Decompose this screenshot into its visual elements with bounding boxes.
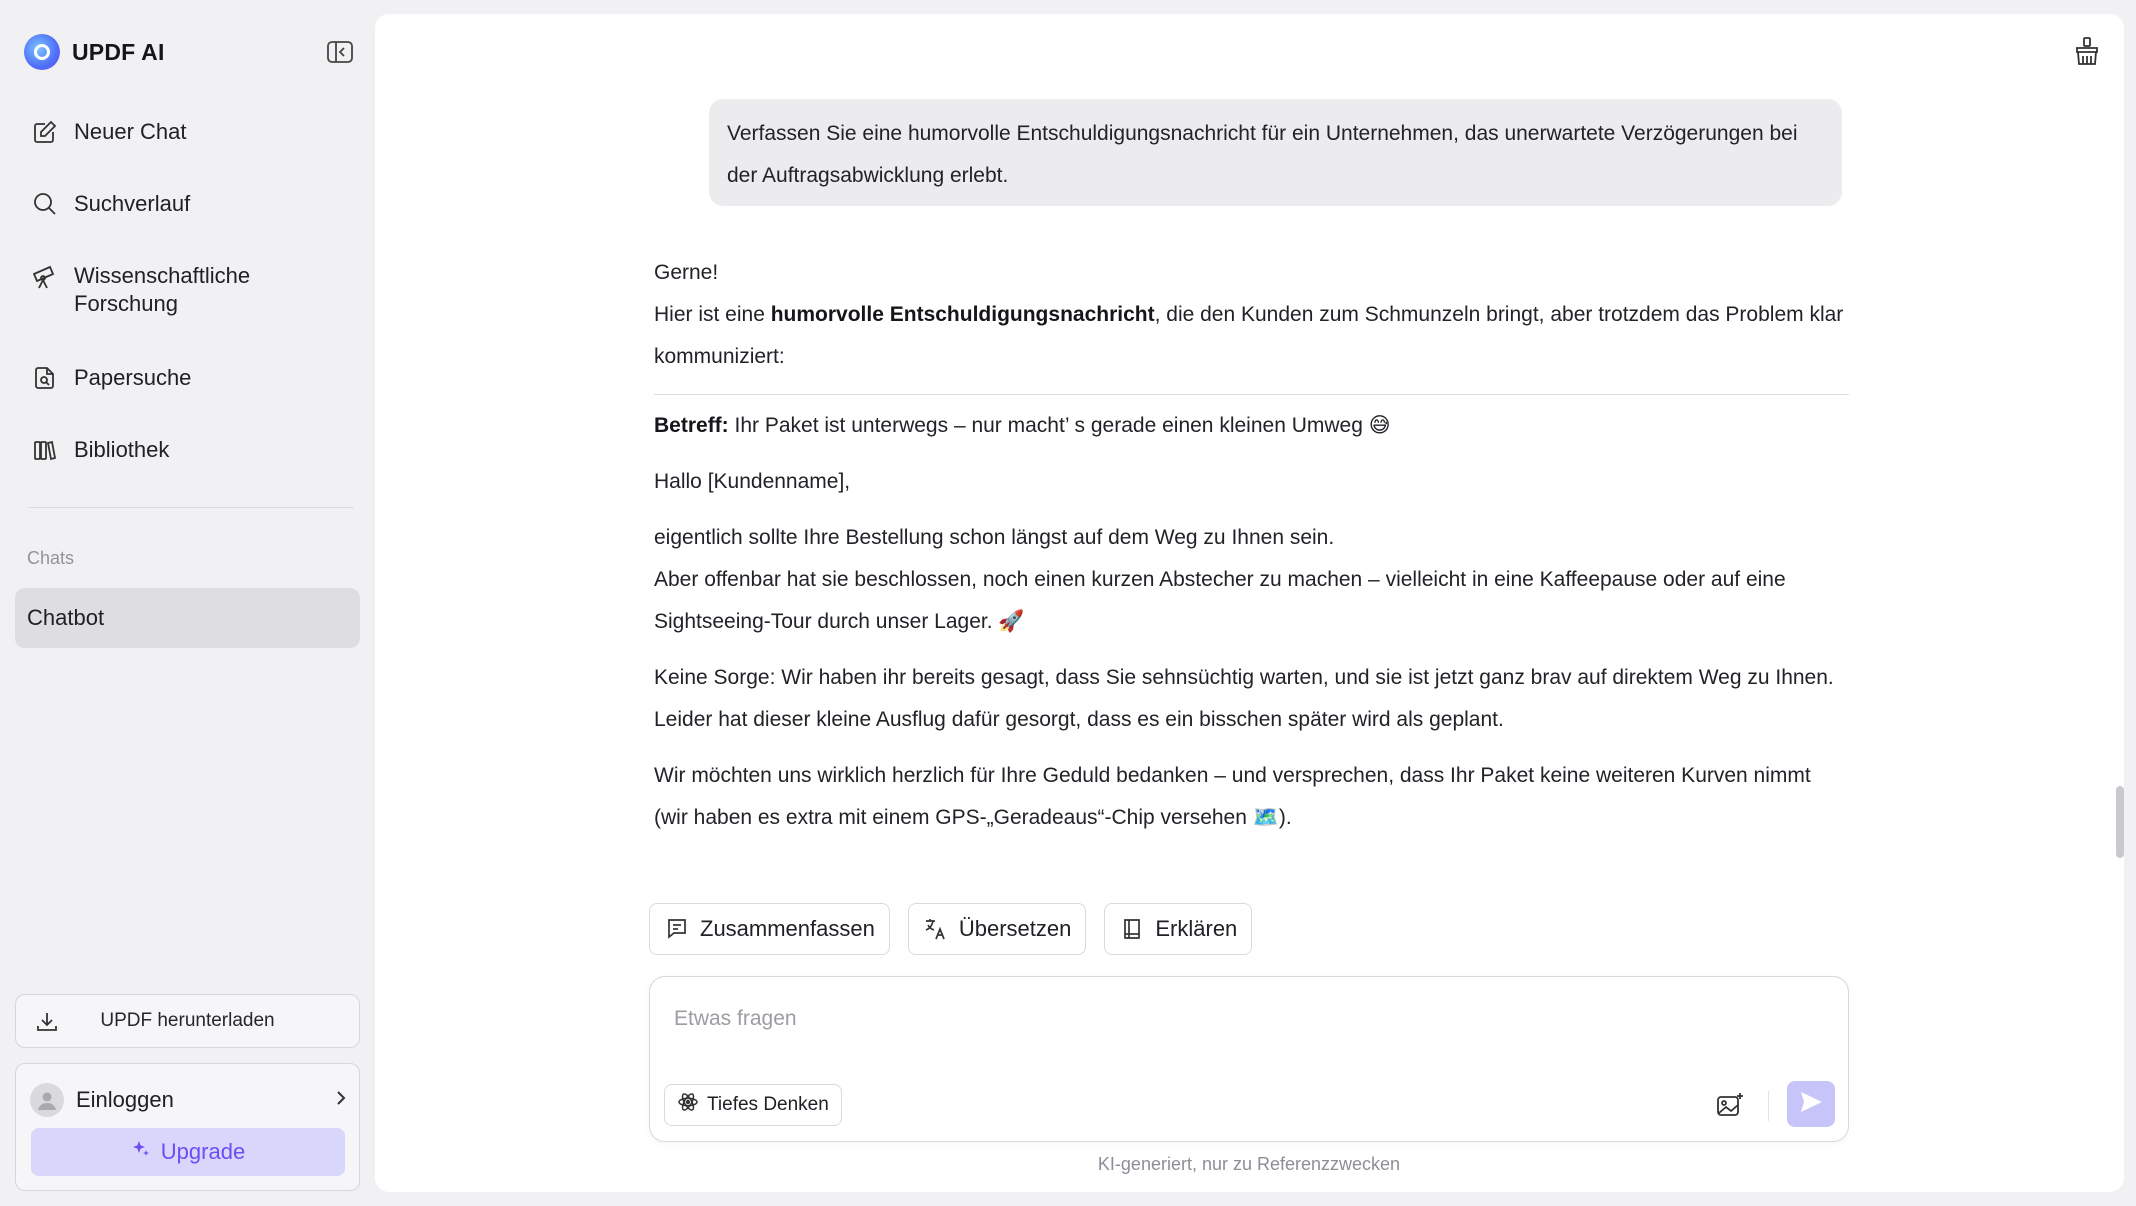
library-icon xyxy=(30,435,60,465)
user-message: Verfassen Sie eine humorvolle Entschuldigungsnachricht für ein Unternehmen, das unerwartete Verzögerungen bei der Auftragsabwicklung erlebt. xyxy=(709,99,1842,206)
image-upload-icon[interactable] xyxy=(1712,1087,1748,1123)
new-chat-icon xyxy=(30,117,60,147)
sidebar-item-new-chat[interactable] xyxy=(14,114,203,147)
brand-name: UPDF AI xyxy=(72,38,165,65)
answer-fade xyxy=(654,834,1849,894)
chat-item-chatbot[interactable]: Chatbot xyxy=(15,588,360,648)
answer-paragraph-1: eigentlich sollte Ihre Bestellung schon längst auf dem Weg zu Ihnen sein. Aber offenbar hat sie beschlossen, noch einen kurzen Abstecher zu machen – vielleicht in eine Kaffeepause oder auf eine Sightseeing-Tour durch unser Lager. 🚀 xyxy=(654,526,1786,633)
answer-greeting: Gerne! xyxy=(654,261,719,284)
download-icon xyxy=(32,1007,62,1037)
answer-paragraph-3: Wir möchten uns wirklich herzlich für Ihre Geduld bedanken – und versprechen, dass Ihr Paket keine weiteren Kurven nimmt (wir haben es extra mit einem GPS-„Geradeaus“-Chip versehen 🗺️). xyxy=(654,764,1811,829)
send-button[interactable] xyxy=(1787,1081,1835,1127)
sidebar xyxy=(0,0,374,1206)
login-label: Einloggen xyxy=(76,1087,174,1112)
chat-panel xyxy=(375,14,2124,1192)
answer-intro: Hier ist eine humorvolle Entschuldigungsnachricht, die den Kunden zum Schmunzeln bringt, aber trotzdem das Problem klar kommuniziert: xyxy=(654,303,1844,368)
sidebar-item-search-history[interactable] xyxy=(14,186,206,219)
search-icon xyxy=(30,189,60,219)
chat-input[interactable] xyxy=(674,999,1774,1039)
sidebar-collapse-icon[interactable] xyxy=(325,38,355,66)
summarize-label: Zusammenfassen xyxy=(700,916,875,941)
upgrade-button[interactable] xyxy=(31,1128,345,1176)
clear-chat-icon[interactable] xyxy=(2070,34,2104,68)
summarize-button[interactable] xyxy=(649,903,890,955)
sidebar-item-library[interactable] xyxy=(14,432,185,465)
download-updf-button[interactable] xyxy=(15,994,360,1048)
explain-button[interactable] xyxy=(1104,903,1252,955)
chevron-right-icon xyxy=(334,1089,348,1112)
summarize-icon xyxy=(664,916,690,942)
scrollbar-thumb[interactable] xyxy=(2116,786,2124,858)
answer-paragraph-2: Keine Sorge: Wir haben ihr bereits gesagt, dass Sie sehnsüchtig warten, und sie ist jetzt ganz brav auf direktem Weg zu Ihnen. Leider hat dieser kleine Ausflug dafür gesorgt, dass es ein bisschen später wird als geplant. xyxy=(654,666,1834,731)
translate-icon xyxy=(923,916,949,942)
translate-button[interactable] xyxy=(908,903,1087,955)
explain-label: Erklären xyxy=(1155,916,1238,941)
sidebar-item-label: Bibliothek xyxy=(74,437,170,462)
sidebar-item-label: Neuer Chat xyxy=(74,119,187,144)
answer-salutation: Hallo [Kundenname], xyxy=(654,470,851,493)
translate-label: Übersetzen xyxy=(958,916,1072,941)
chats-heading: Chats xyxy=(27,548,75,568)
answer-divider xyxy=(654,394,1849,395)
download-label: UPDF herunterladen xyxy=(100,1010,275,1031)
sparkle-icon xyxy=(131,1139,151,1165)
upgrade-label: Upgrade xyxy=(160,1139,246,1164)
quick-actions xyxy=(649,903,1252,955)
deep-think-label: Tiefes Denken xyxy=(707,1094,829,1115)
paper-search-icon xyxy=(30,363,60,393)
composer xyxy=(649,976,1849,1142)
account-card xyxy=(15,1063,360,1191)
sidebar-item-paper-search[interactable] xyxy=(14,360,207,393)
brand[interactable] xyxy=(24,34,165,70)
ai-disclaimer: KI-generiert, nur zu Referenzzwecken xyxy=(1097,1154,1401,1174)
sidebar-item-label: Wissenschaftliche Forschung xyxy=(74,263,251,316)
updf-logo-icon xyxy=(24,34,60,70)
deep-think-toggle[interactable] xyxy=(664,1084,842,1126)
atom-icon xyxy=(677,1091,699,1119)
assistant-message xyxy=(654,252,1849,894)
book-icon xyxy=(1119,916,1145,942)
login-button[interactable] xyxy=(30,1080,348,1120)
composer-separator xyxy=(1768,1091,1769,1121)
sidebar-item-research[interactable] xyxy=(14,258,344,318)
telescope-icon xyxy=(30,261,60,291)
send-icon xyxy=(1799,1091,1823,1118)
answer-subject: Betreff: Ihr Paket ist unterwegs – nur macht’ s gerade einen kleinen Umweg 😅 xyxy=(654,414,1391,437)
sidebar-divider xyxy=(28,507,354,508)
avatar-icon xyxy=(30,1083,64,1117)
sidebar-item-label: Suchverlauf xyxy=(74,191,191,216)
sidebar-item-label: Papersuche xyxy=(74,365,192,390)
